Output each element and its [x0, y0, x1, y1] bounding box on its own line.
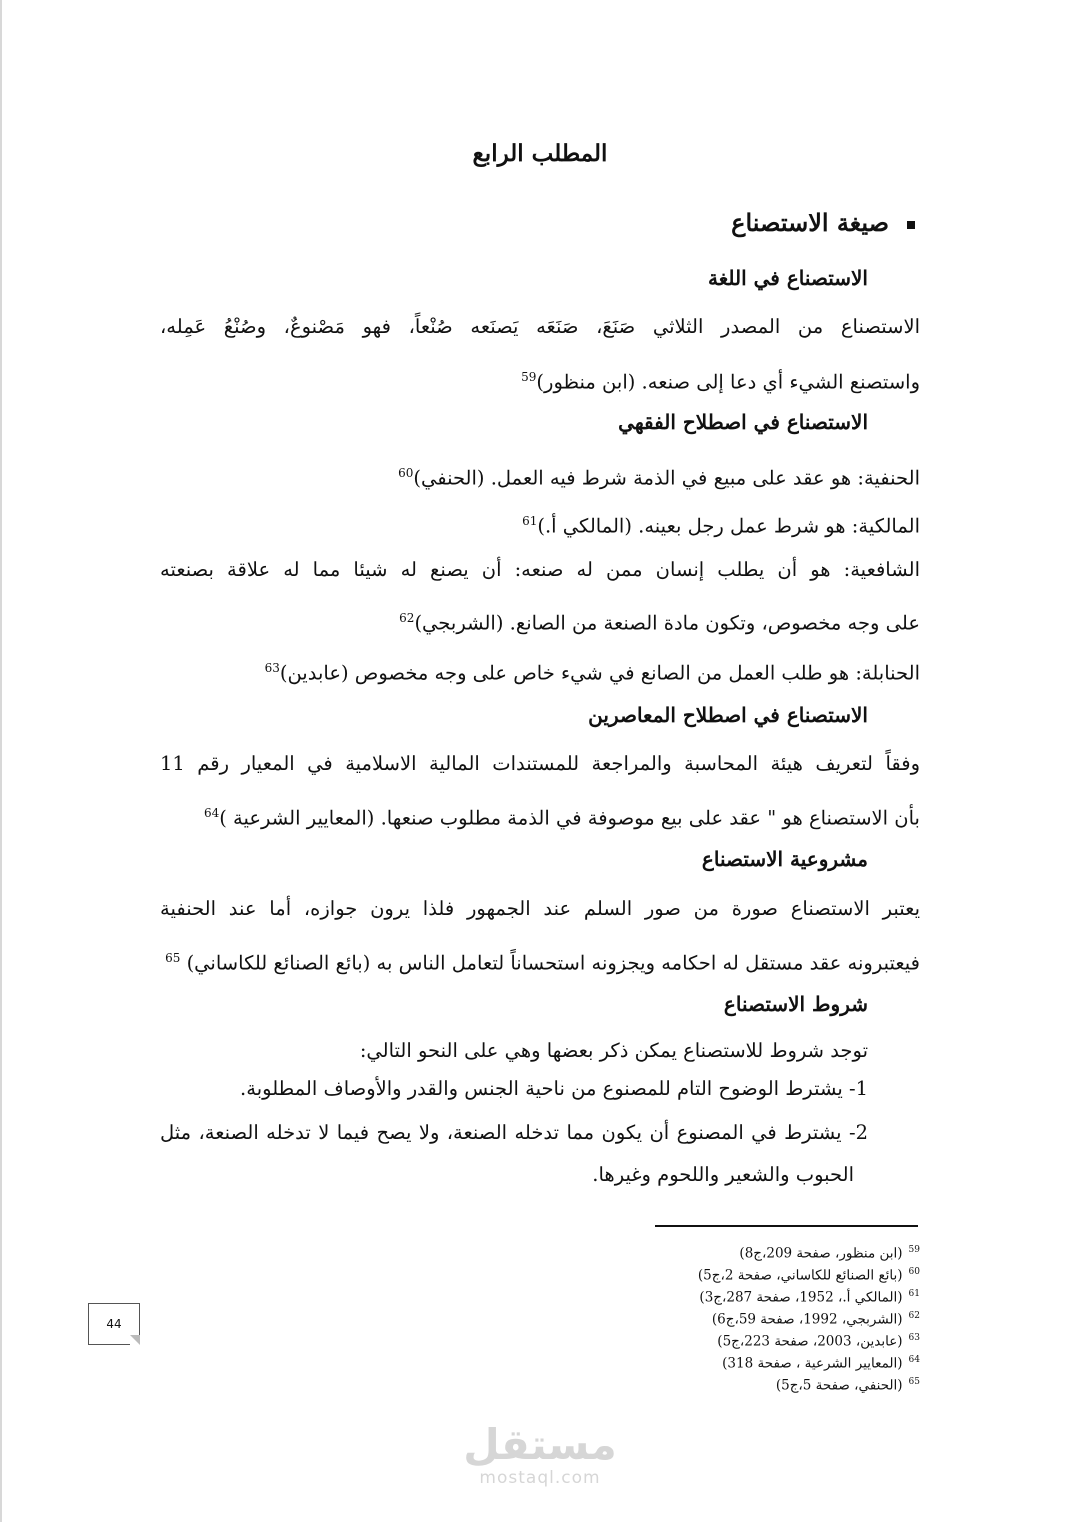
footnote-ref: 65 [165, 951, 181, 965]
paragraph-language-line1: الاستصناع من المصدر الثلاثي صَنَعَ، صَنَعَه يَصنَعه صُنْعاً، فهو مَصْنوعٌ، وصُنْعُ عَمِله، [160, 315, 920, 338]
page-number: 44 [88, 1303, 140, 1345]
paragraph-legitimacy-line1: يعتبر الاستصناع صورة من صور السلم عند الجمهور فلذا يرون جوازه، أما عند الحنفية [160, 897, 920, 920]
footnote-62: $^{62}$(الشربجي، 1992، صفحة 59،ج6) [711, 1311, 920, 1328]
square-bullet-icon [907, 221, 915, 229]
footnote-65: $^{65}$(الحنفي، صفحة 5،ج5) [775, 1377, 920, 1394]
footnote-ref: 61 [522, 514, 538, 528]
paragraph-contemporary-line1: وفقاً لتعريف هيئة المحاسبة والمراجعة للمستندات المالية الاسلامية في المعيار رقم 11 [160, 752, 920, 775]
watermark-arabic: مستقل [463, 1420, 617, 1469]
watermark-logo [460, 1422, 620, 1488]
footnote-ref: 64 [203, 806, 220, 820]
condition-item-2-line1: 2- يشترط في المصنوع أن يكون مما تدخله الصنعة، ولا يصح فيما لا تدخله الصنعة، مثل [160, 1121, 868, 1144]
footnote-63: $^{63}$(عابدين، 2003، صفحة 223،ج5) [717, 1333, 920, 1350]
def-maliki: المالكية: هو شرط عمل رجل بعينه. (المالكي أ.)$^{61}$ [522, 514, 920, 538]
subheading-legitimacy: مشروعية الاستصناع [701, 847, 868, 871]
def-hanafi: الحنفية: هو عقد على مبيع في الذمة شرط فيه العمل. (الحنفي)$^{60}$ [398, 466, 920, 490]
def-hanbali: الحنابلة: هو طلب العمل من الصانع في شيء خاص على وجه مخصوص (عابدين)$^{63}$ [264, 661, 920, 685]
footnote-separator [655, 1225, 918, 1227]
footnote-59: $^{59}$(ابن منظور، صفحة 209،ج8) [739, 1245, 920, 1262]
subheading-conditions: شروط الاستصناع [723, 992, 868, 1016]
watermark-url: mostaql.com [479, 1468, 601, 1488]
footnote-60: $^{60}$(بائع الصنائع للكاساني، صفحة 2،ج5) [697, 1267, 920, 1284]
footnote-ref: 62 [399, 611, 415, 625]
paragraph-legitimacy-line2: فيعتبرونه عقد مستقل له احكامه ويجزونه استحساناً لتعامل الناس به (بائع الصنائع للكاساني) $^{65}$ [165, 951, 920, 975]
paragraph-language-line2: واستصنع الشيء أي دعا إلى صنعه. (ابن منظور)$^{59}$ [521, 370, 920, 394]
subheading-language: الاستصناع في اللغة [708, 266, 868, 290]
def-shafii-line2: على وجه مخصوص، وتكون مادة الصنعة من الصانع. (الشربجي)$^{62}$ [399, 611, 920, 635]
condition-item-2-line2: الحبوب والشعير واللحوم وغيرها. [592, 1163, 854, 1186]
conditions-intro: توجد شروط للاستصناع يمكن ذكر بعضها وهي على النحو التالي: [359, 1039, 868, 1062]
subheading-contemporary: الاستصناع في اصطلاح المعاصرين [588, 703, 868, 727]
footnote-ref: 60 [398, 466, 414, 480]
subheading-fiqh: الاستصناع في اصطلاح الفقهي [618, 410, 868, 434]
footnote-64: $^{64}$(المعايير الشرعية ، صفحة 318) [722, 1355, 920, 1372]
paragraph-contemporary-line2: بأن الاستصناع هو " عقد على بيع موصوفة في الذمة مطلوب صنعها. (المعايير الشرعية )$^{64}$ [203, 806, 920, 830]
footnote-61: $^{61}$(المالكي أ.، 1952، صفحة 287،ج3) [699, 1289, 920, 1306]
footnote-ref: 59 [521, 370, 537, 384]
footnote-ref: 63 [264, 661, 280, 675]
page-edge [0, 0, 2, 1522]
page-title: المطلب الرابع [472, 140, 608, 167]
condition-item-1: 1- يشترط الوضوح التام للمصنوع من ناحية الجنس والقدر والأوصاف المطلوبة. [240, 1077, 868, 1100]
def-shafii-line1: الشافعية: هو أن يطلب إنسان ممن له صنعه: أن يصنع له شيئا مما له علاقة بصنعته [160, 558, 920, 581]
section-heading: صيغة الاستصناع [731, 208, 915, 237]
